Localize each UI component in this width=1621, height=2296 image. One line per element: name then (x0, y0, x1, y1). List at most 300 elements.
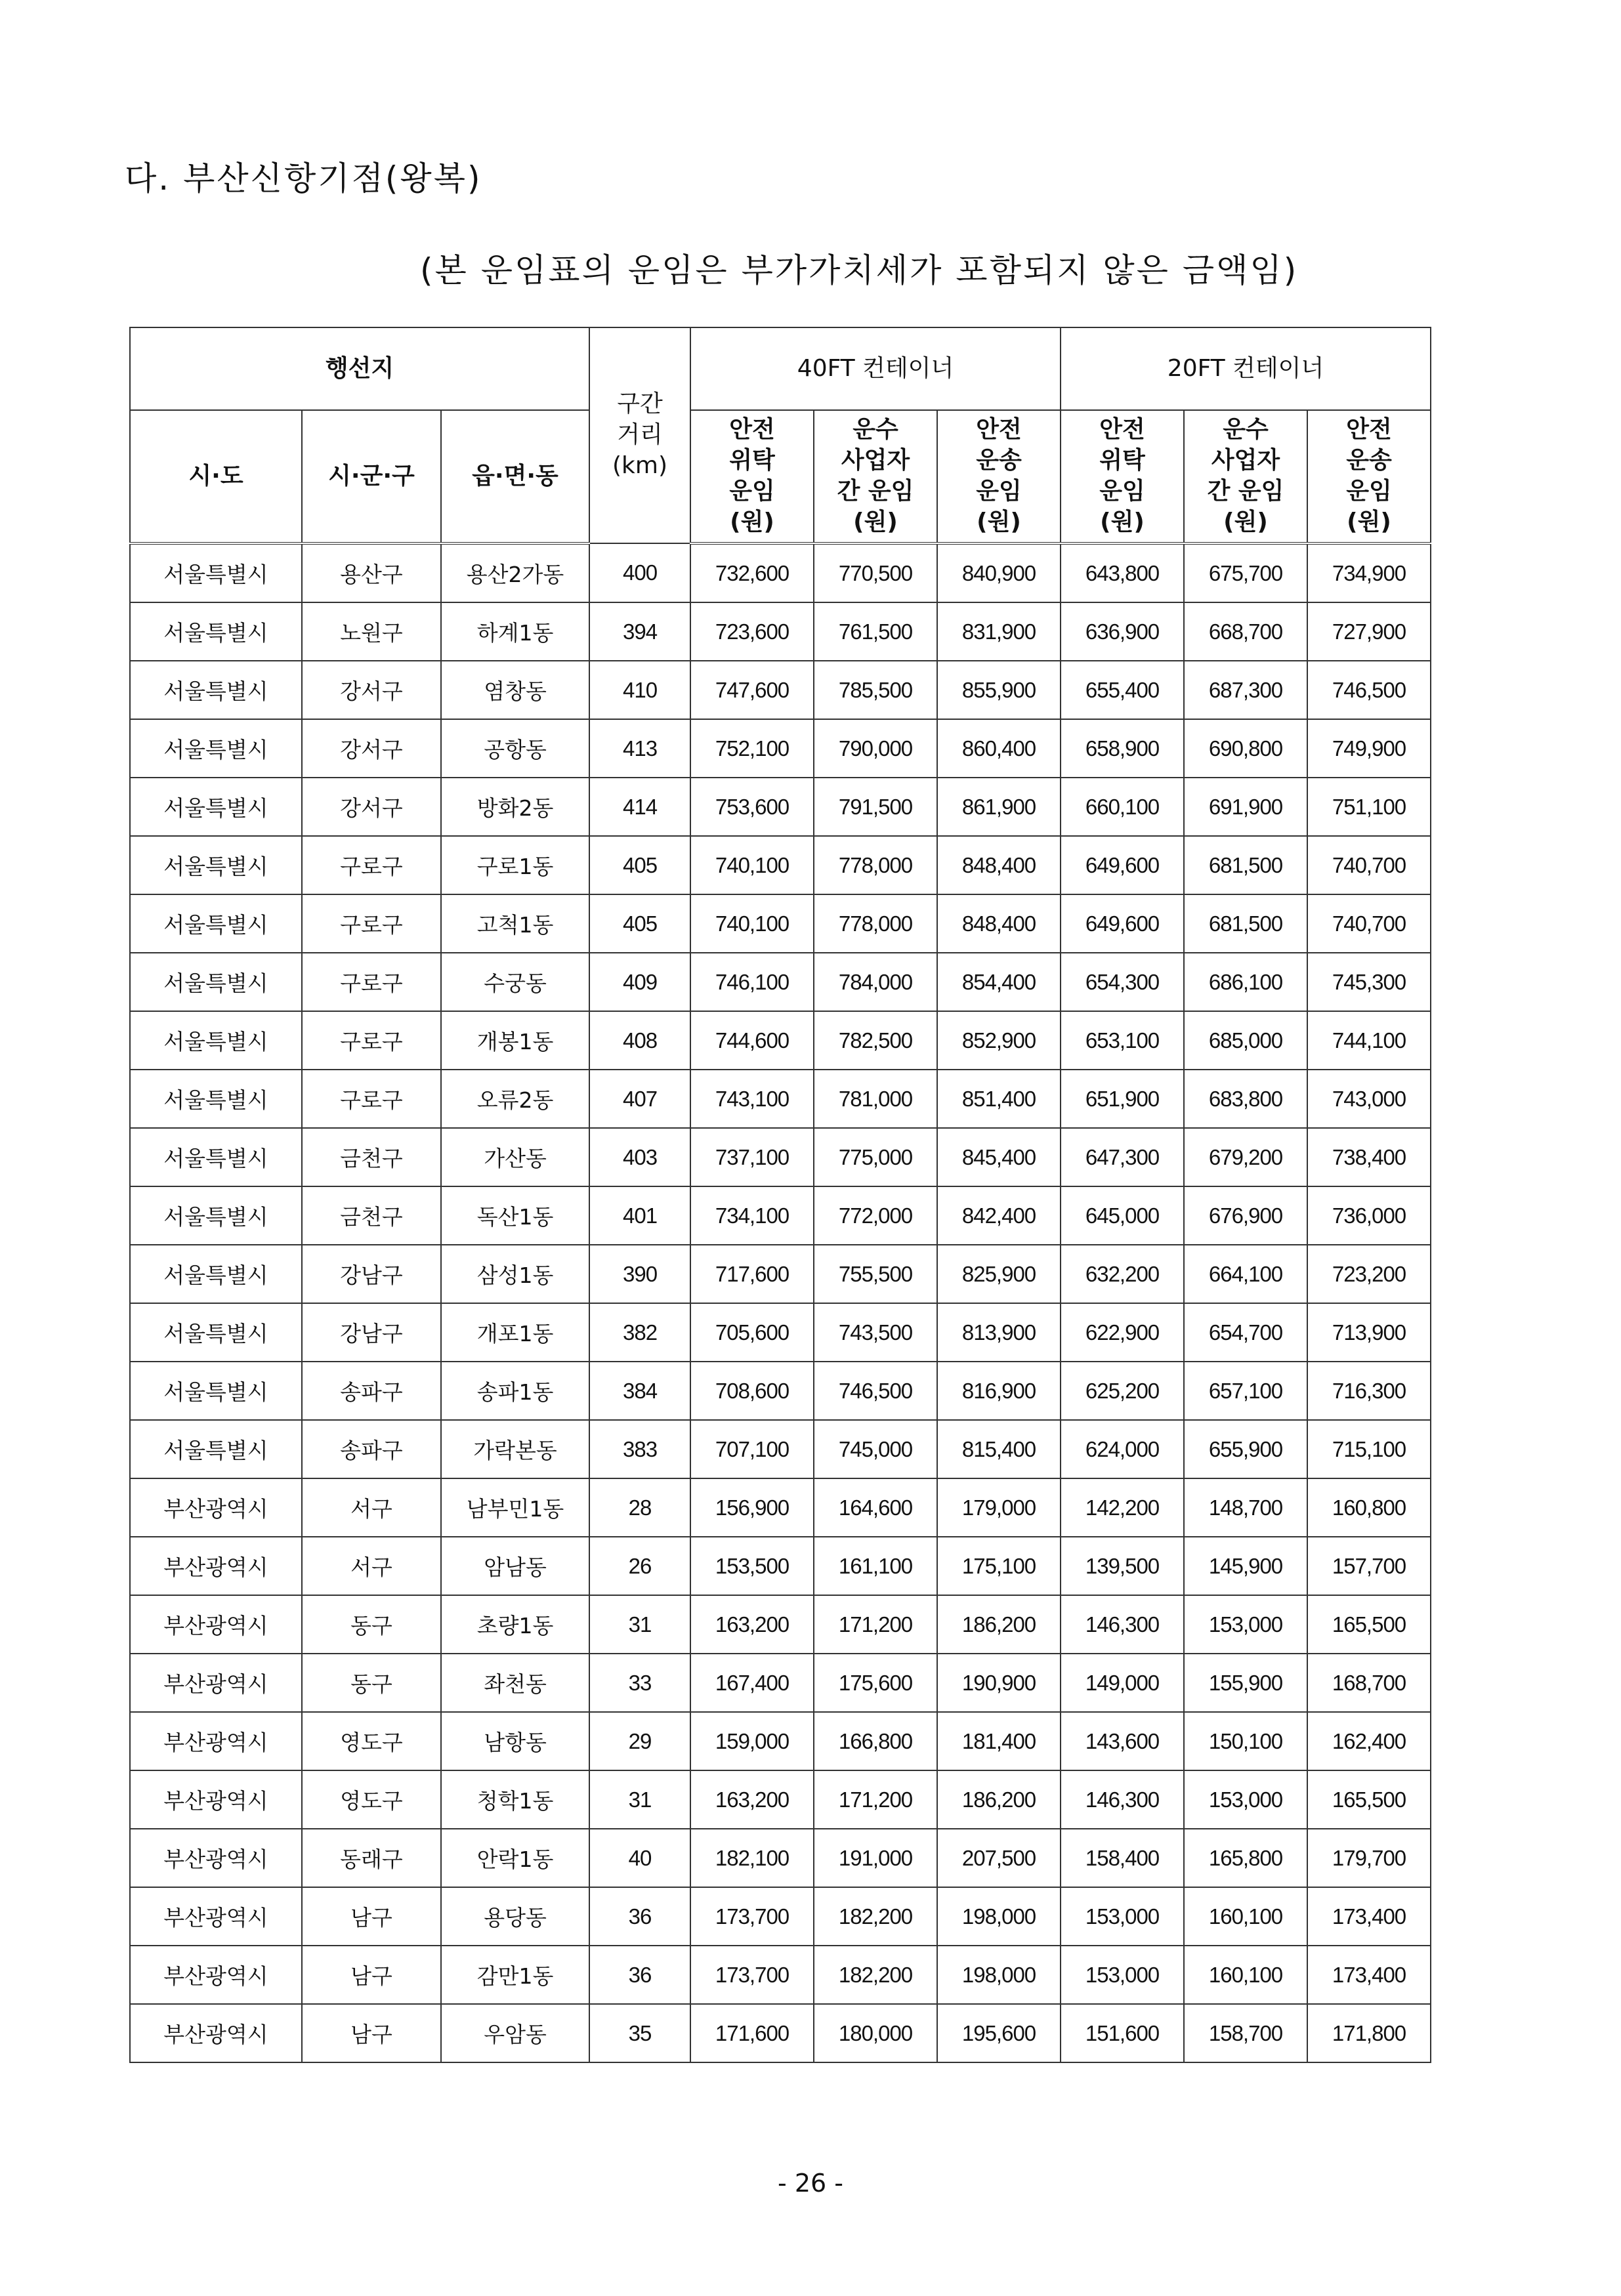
distance-cell: 31 (589, 1595, 690, 1654)
sido-cell: 서울특별시 (130, 1011, 302, 1070)
rate-40ft-safe-transport-cell: 207,500 (937, 1829, 1061, 1887)
rate-20ft-safe-transport-cell: 716,300 (1307, 1362, 1431, 1420)
rate-20ft-between-carriers-cell: 158,700 (1184, 2004, 1307, 2062)
rate-20ft-safe-transport-cell: 734,900 (1307, 543, 1431, 602)
rate-20ft-between-carriers-cell: 687,300 (1184, 661, 1307, 719)
rate-40ft-between-carriers-cell: 778,000 (814, 836, 937, 894)
rate-20ft-between-carriers-cell: 155,900 (1184, 1654, 1307, 1712)
sigungu-cell: 강서구 (302, 661, 441, 719)
rate-20ft-between-carriers-cell: 153,000 (1184, 1595, 1307, 1654)
eupmyeondong-cell: 염창동 (441, 661, 589, 719)
rate-20ft-safe-transport-cell: 740,700 (1307, 836, 1431, 894)
rate-20ft-between-carriers-cell: 160,100 (1184, 1887, 1307, 1946)
rate-40ft-between-carriers-cell: 761,500 (814, 602, 937, 661)
rate-40ft-safe-transport-cell: 845,400 (937, 1128, 1061, 1186)
rate-20ft-safe-consign-cell: 643,800 (1061, 543, 1184, 602)
sigungu-cell: 구로구 (302, 894, 441, 953)
rate-40ft-between-carriers-cell: 161,100 (814, 1537, 937, 1595)
table-row (130, 1829, 1431, 1887)
sido-cell: 부산광역시 (130, 1712, 302, 1770)
sigungu-cell: 구로구 (302, 1070, 441, 1128)
rate-20ft-between-carriers-cell: 676,900 (1184, 1186, 1307, 1245)
table-row (130, 1303, 1431, 1362)
distance-cell: 408 (589, 1011, 690, 1070)
rate-40ft-between-carriers-cell: 182,200 (814, 1887, 937, 1946)
distance-cell: 414 (589, 778, 690, 836)
rate-40ft-between-carriers-cell: 745,000 (814, 1420, 937, 1478)
header-sido: 시·도 (130, 410, 302, 543)
eupmyeondong-cell: 공항동 (441, 719, 589, 778)
table-row (130, 1245, 1431, 1303)
distance-cell: 410 (589, 661, 690, 719)
distance-cell: 394 (589, 602, 690, 661)
rate-40ft-between-carriers-cell: 791,500 (814, 778, 937, 836)
eupmyeondong-cell: 하계1동 (441, 602, 589, 661)
eupmyeondong-cell: 오류2동 (441, 1070, 589, 1128)
rate-40ft-safe-transport-cell: 175,100 (937, 1537, 1061, 1595)
rate-40ft-safe-transport-cell: 860,400 (937, 719, 1061, 778)
distance-cell: 405 (589, 894, 690, 953)
rate-40ft-between-carriers-cell: 164,600 (814, 1478, 937, 1537)
rate-40ft-safe-transport-cell: 816,900 (937, 1362, 1061, 1420)
table-row (130, 1712, 1431, 1770)
rate-20ft-safe-consign-cell: 632,200 (1061, 1245, 1184, 1303)
header-20ft-between-carriers-rate: 운수 사업자 간 운임 (원) (1184, 410, 1307, 543)
rate-20ft-safe-consign-cell: 660,100 (1061, 778, 1184, 836)
header-distance: 구간 거리 (km) (589, 327, 690, 543)
rate-20ft-between-carriers-cell: 668,700 (1184, 602, 1307, 661)
rate-40ft-safe-consign-cell: 740,100 (690, 894, 814, 953)
rate-40ft-safe-consign-cell: 159,000 (690, 1712, 814, 1770)
rate-20ft-safe-consign-cell: 151,600 (1061, 2004, 1184, 2062)
sigungu-cell: 강서구 (302, 778, 441, 836)
sigungu-cell: 남구 (302, 1887, 441, 1946)
header-eupmyeondong: 읍·면·동 (441, 410, 589, 543)
rate-20ft-between-carriers-cell: 683,800 (1184, 1070, 1307, 1128)
sigungu-cell: 금천구 (302, 1128, 441, 1186)
rate-40ft-between-carriers-cell: 755,500 (814, 1245, 937, 1303)
rate-20ft-safe-consign-cell: 146,300 (1061, 1770, 1184, 1829)
rate-40ft-between-carriers-cell: 772,000 (814, 1186, 937, 1245)
rate-20ft-safe-transport-cell: 751,100 (1307, 778, 1431, 836)
table-row (130, 1128, 1431, 1186)
rate-20ft-between-carriers-cell: 685,000 (1184, 1011, 1307, 1070)
rate-40ft-between-carriers-cell: 743,500 (814, 1303, 937, 1362)
sido-cell: 서울특별시 (130, 1303, 302, 1362)
rate-20ft-safe-transport-cell: 743,000 (1307, 1070, 1431, 1128)
sigungu-cell: 서구 (302, 1478, 441, 1537)
rate-40ft-between-carriers-cell: 775,000 (814, 1128, 937, 1186)
table-row (130, 543, 1431, 602)
rate-20ft-safe-transport-cell: 740,700 (1307, 894, 1431, 953)
sido-cell: 부산광역시 (130, 1654, 302, 1712)
rate-40ft-safe-transport-cell: 848,400 (937, 894, 1061, 953)
rate-20ft-safe-transport-cell: 749,900 (1307, 719, 1431, 778)
table-row (130, 1654, 1431, 1712)
rate-40ft-safe-transport-cell: 848,400 (937, 836, 1061, 894)
rate-40ft-safe-transport-cell: 861,900 (937, 778, 1061, 836)
rate-20ft-between-carriers-cell: 654,700 (1184, 1303, 1307, 1362)
distance-cell: 383 (589, 1420, 690, 1478)
rate-40ft-safe-consign-cell: 163,200 (690, 1770, 814, 1829)
rate-40ft-between-carriers-cell: 171,200 (814, 1595, 937, 1654)
rate-40ft-safe-consign-cell: 163,200 (690, 1595, 814, 1654)
rate-40ft-safe-transport-cell: 855,900 (937, 661, 1061, 719)
eupmyeondong-cell: 삼성1동 (441, 1245, 589, 1303)
sido-cell: 서울특별시 (130, 836, 302, 894)
rate-40ft-between-carriers-cell: 790,000 (814, 719, 937, 778)
distance-cell: 40 (589, 1829, 690, 1887)
distance-cell: 26 (589, 1537, 690, 1595)
rate-20ft-safe-consign-cell: 645,000 (1061, 1186, 1184, 1245)
rate-20ft-safe-transport-cell: 713,900 (1307, 1303, 1431, 1362)
sido-cell: 서울특별시 (130, 778, 302, 836)
rate-20ft-safe-transport-cell: 736,000 (1307, 1186, 1431, 1245)
sido-cell: 서울특별시 (130, 953, 302, 1011)
rate-40ft-safe-consign-cell: 737,100 (690, 1128, 814, 1186)
header-40ft-safe-consign-rate: 안전 위탁 운임 (원) (690, 410, 814, 543)
rate-20ft-between-carriers-cell: 690,800 (1184, 719, 1307, 778)
rate-40ft-safe-consign-cell: 171,600 (690, 2004, 814, 2062)
rate-40ft-safe-consign-cell: 744,600 (690, 1011, 814, 1070)
eupmyeondong-cell: 가산동 (441, 1128, 589, 1186)
sido-cell: 서울특별시 (130, 543, 302, 602)
sigungu-cell: 용산구 (302, 543, 441, 602)
rate-40ft-safe-consign-cell: 723,600 (690, 602, 814, 661)
rate-20ft-between-carriers-cell: 160,100 (1184, 1946, 1307, 2004)
rate-20ft-safe-consign-cell: 655,400 (1061, 661, 1184, 719)
rate-20ft-between-carriers-cell: 145,900 (1184, 1537, 1307, 1595)
rate-40ft-between-carriers-cell: 782,500 (814, 1011, 937, 1070)
rate-40ft-safe-transport-cell: 186,200 (937, 1770, 1061, 1829)
rate-40ft-between-carriers-cell: 175,600 (814, 1654, 937, 1712)
eupmyeondong-cell: 좌천동 (441, 1654, 589, 1712)
table-row (130, 602, 1431, 661)
header-40ft-container: 40FT 컨테이너 (690, 327, 1061, 410)
rate-40ft-safe-consign-cell: 708,600 (690, 1362, 814, 1420)
eupmyeondong-cell: 용당동 (441, 1887, 589, 1946)
sido-cell: 서울특별시 (130, 894, 302, 953)
distance-cell: 390 (589, 1245, 690, 1303)
distance-cell: 384 (589, 1362, 690, 1420)
distance-cell: 400 (589, 543, 690, 602)
rate-40ft-between-carriers-cell: 171,200 (814, 1770, 937, 1829)
eupmyeondong-cell: 암남동 (441, 1537, 589, 1595)
sido-cell: 서울특별시 (130, 602, 302, 661)
sigungu-cell: 강남구 (302, 1245, 441, 1303)
distance-cell: 382 (589, 1303, 690, 1362)
rate-20ft-between-carriers-cell: 675,700 (1184, 543, 1307, 602)
rate-40ft-between-carriers-cell: 180,000 (814, 2004, 937, 2062)
rate-40ft-safe-consign-cell: 746,100 (690, 953, 814, 1011)
rate-20ft-safe-transport-cell: 173,400 (1307, 1946, 1431, 2004)
sido-cell: 서울특별시 (130, 1362, 302, 1420)
rate-20ft-between-carriers-cell: 148,700 (1184, 1478, 1307, 1537)
rate-rows (130, 543, 1431, 2062)
distance-cell: 29 (589, 1712, 690, 1770)
rate-20ft-safe-consign-cell: 653,100 (1061, 1011, 1184, 1070)
rate-20ft-safe-transport-cell: 173,400 (1307, 1887, 1431, 1946)
eupmyeondong-cell: 독산1동 (441, 1186, 589, 1245)
table-row (130, 661, 1431, 719)
rate-20ft-safe-transport-cell: 165,500 (1307, 1595, 1431, 1654)
rate-40ft-safe-consign-cell: 734,100 (690, 1186, 814, 1245)
eupmyeondong-cell: 방화2동 (441, 778, 589, 836)
header-40ft-between-carriers-rate: 운수 사업자 간 운임 (원) (814, 410, 937, 543)
rate-40ft-safe-consign-cell: 747,600 (690, 661, 814, 719)
rate-40ft-safe-transport-cell: 825,900 (937, 1245, 1061, 1303)
table-row (130, 1070, 1431, 1128)
rate-40ft-safe-consign-cell: 743,100 (690, 1070, 814, 1128)
sigungu-cell: 구로구 (302, 1011, 441, 1070)
rate-40ft-safe-transport-cell: 181,400 (937, 1712, 1061, 1770)
sido-cell: 부산광역시 (130, 1829, 302, 1887)
sigungu-cell: 서구 (302, 1537, 441, 1595)
rate-40ft-between-carriers-cell: 182,200 (814, 1946, 937, 2004)
eupmyeondong-cell: 청학1동 (441, 1770, 589, 1829)
rate-20ft-between-carriers-cell: 153,000 (1184, 1770, 1307, 1829)
rate-40ft-between-carriers-cell: 781,000 (814, 1070, 937, 1128)
sigungu-cell: 구로구 (302, 836, 441, 894)
eupmyeondong-cell: 안락1동 (441, 1829, 589, 1887)
header-20ft-safe-transport-rate: 안전 운송 운임 (원) (1307, 410, 1431, 543)
sido-cell: 서울특별시 (130, 1070, 302, 1128)
rate-40ft-between-carriers-cell: 785,500 (814, 661, 937, 719)
rate-40ft-safe-consign-cell: 705,600 (690, 1303, 814, 1362)
rate-40ft-safe-transport-cell: 198,000 (937, 1946, 1061, 2004)
table-row (130, 1537, 1431, 1595)
rate-40ft-safe-transport-cell: 852,900 (937, 1011, 1061, 1070)
sido-cell: 서울특별시 (130, 1128, 302, 1186)
rate-20ft-safe-transport-cell: 171,800 (1307, 2004, 1431, 2062)
rate-20ft-safe-consign-cell: 146,300 (1061, 1595, 1184, 1654)
distance-cell: 409 (589, 953, 690, 1011)
table-row (130, 719, 1431, 778)
sido-cell: 부산광역시 (130, 1595, 302, 1654)
rate-40ft-safe-consign-cell: 707,100 (690, 1420, 814, 1478)
rate-40ft-safe-transport-cell: 179,000 (937, 1478, 1061, 1537)
sido-cell: 부산광역시 (130, 1537, 302, 1595)
rate-20ft-safe-transport-cell: 744,100 (1307, 1011, 1431, 1070)
eupmyeondong-cell: 송파1동 (441, 1362, 589, 1420)
table-row (130, 778, 1431, 836)
page-number: - 26 - (778, 2169, 843, 2198)
rate-20ft-safe-consign-cell: 625,200 (1061, 1362, 1184, 1420)
rate-20ft-safe-consign-cell: 139,500 (1061, 1537, 1184, 1595)
rate-40ft-between-carriers-cell: 784,000 (814, 953, 937, 1011)
rate-20ft-safe-transport-cell: 738,400 (1307, 1128, 1431, 1186)
rate-20ft-safe-transport-cell: 715,100 (1307, 1420, 1431, 1478)
sigungu-cell: 금천구 (302, 1186, 441, 1245)
rate-40ft-safe-transport-cell: 190,900 (937, 1654, 1061, 1712)
rate-40ft-safe-transport-cell: 851,400 (937, 1070, 1061, 1128)
rate-40ft-safe-consign-cell: 717,600 (690, 1245, 814, 1303)
distance-cell: 31 (589, 1770, 690, 1829)
rate-40ft-safe-consign-cell: 173,700 (690, 1946, 814, 2004)
rate-20ft-safe-consign-cell: 142,200 (1061, 1478, 1184, 1537)
rate-40ft-safe-consign-cell: 167,400 (690, 1654, 814, 1712)
sigungu-cell: 동래구 (302, 1829, 441, 1887)
table-row (130, 1420, 1431, 1478)
rate-40ft-safe-transport-cell: 831,900 (937, 602, 1061, 661)
distance-cell: 28 (589, 1478, 690, 1537)
sido-cell: 서울특별시 (130, 1245, 302, 1303)
eupmyeondong-cell: 가락본동 (441, 1420, 589, 1478)
distance-cell: 401 (589, 1186, 690, 1245)
rate-20ft-safe-consign-cell: 153,000 (1061, 1887, 1184, 1946)
sido-cell: 서울특별시 (130, 661, 302, 719)
freight-rate-table (129, 327, 1431, 2063)
rate-40ft-safe-consign-cell: 153,500 (690, 1537, 814, 1595)
rate-40ft-safe-transport-cell: 195,600 (937, 2004, 1061, 2062)
table-row (130, 953, 1431, 1011)
rate-40ft-between-carriers-cell: 191,000 (814, 1829, 937, 1887)
eupmyeondong-cell: 개봉1동 (441, 1011, 589, 1070)
rate-20ft-between-carriers-cell: 150,100 (1184, 1712, 1307, 1770)
distance-cell: 407 (589, 1070, 690, 1128)
eupmyeondong-cell: 감만1동 (441, 1946, 589, 2004)
sido-cell: 서울특별시 (130, 719, 302, 778)
eupmyeondong-cell: 구로1동 (441, 836, 589, 894)
header-40ft-safe-transport-rate: 안전 운송 운임 (원) (937, 410, 1061, 543)
rate-20ft-safe-transport-cell: 160,800 (1307, 1478, 1431, 1537)
rate-20ft-between-carriers-cell: 686,100 (1184, 953, 1307, 1011)
rate-40ft-between-carriers-cell: 770,500 (814, 543, 937, 602)
table-row (130, 1362, 1431, 1420)
eupmyeondong-cell: 남부민1동 (441, 1478, 589, 1537)
header-destination: 행선지 (130, 327, 589, 410)
table-row (130, 1770, 1431, 1829)
rate-20ft-between-carriers-cell: 681,500 (1184, 836, 1307, 894)
eupmyeondong-cell: 초량1동 (441, 1595, 589, 1654)
sigungu-cell: 남구 (302, 1946, 441, 2004)
distance-cell: 33 (589, 1654, 690, 1712)
rate-20ft-safe-transport-cell: 157,700 (1307, 1537, 1431, 1595)
rate-40ft-safe-consign-cell: 732,600 (690, 543, 814, 602)
sido-cell: 서울특별시 (130, 1186, 302, 1245)
rate-20ft-between-carriers-cell: 165,800 (1184, 1829, 1307, 1887)
rate-20ft-safe-consign-cell: 624,000 (1061, 1420, 1184, 1478)
rate-20ft-safe-consign-cell: 649,600 (1061, 836, 1184, 894)
rate-20ft-between-carriers-cell: 691,900 (1184, 778, 1307, 836)
rate-20ft-safe-transport-cell: 165,500 (1307, 1770, 1431, 1829)
rate-20ft-safe-transport-cell: 727,900 (1307, 602, 1431, 661)
rate-20ft-safe-transport-cell: 723,200 (1307, 1245, 1431, 1303)
rate-40ft-between-carriers-cell: 166,800 (814, 1712, 937, 1770)
rate-20ft-safe-transport-cell: 179,700 (1307, 1829, 1431, 1887)
table-row (130, 1478, 1431, 1537)
rate-40ft-safe-consign-cell: 740,100 (690, 836, 814, 894)
sido-cell: 서울특별시 (130, 1420, 302, 1478)
sigungu-cell: 송파구 (302, 1420, 441, 1478)
rate-20ft-safe-consign-cell: 636,900 (1061, 602, 1184, 661)
rate-20ft-safe-transport-cell: 162,400 (1307, 1712, 1431, 1770)
sido-cell: 부산광역시 (130, 1770, 302, 1829)
rate-40ft-safe-transport-cell: 842,400 (937, 1186, 1061, 1245)
rate-40ft-between-carriers-cell: 778,000 (814, 894, 937, 953)
rate-40ft-safe-transport-cell: 815,400 (937, 1420, 1061, 1478)
eupmyeondong-cell: 고척1동 (441, 894, 589, 953)
sido-cell: 부산광역시 (130, 1946, 302, 2004)
sigungu-cell: 영도구 (302, 1712, 441, 1770)
rate-40ft-safe-transport-cell: 813,900 (937, 1303, 1061, 1362)
rate-20ft-safe-transport-cell: 746,500 (1307, 661, 1431, 719)
sigungu-cell: 구로구 (302, 953, 441, 1011)
rate-20ft-safe-consign-cell: 647,300 (1061, 1128, 1184, 1186)
section-title: 다. 부산신항기점(왕복) (125, 159, 482, 198)
rate-40ft-between-carriers-cell: 746,500 (814, 1362, 937, 1420)
sido-cell: 부산광역시 (130, 1887, 302, 1946)
vat-note: (본 운임표의 운임은 부가가치세가 포함되지 않은 금액임) (420, 251, 1299, 289)
rate-20ft-safe-consign-cell: 658,900 (1061, 719, 1184, 778)
rate-40ft-safe-transport-cell: 186,200 (937, 1595, 1061, 1654)
sigungu-cell: 강서구 (302, 719, 441, 778)
rate-40ft-safe-consign-cell: 753,600 (690, 778, 814, 836)
rate-40ft-safe-transport-cell: 840,900 (937, 543, 1061, 602)
rate-20ft-safe-consign-cell: 153,000 (1061, 1946, 1184, 2004)
distance-cell: 35 (589, 2004, 690, 2062)
rate-20ft-safe-consign-cell: 649,600 (1061, 894, 1184, 953)
rate-40ft-safe-consign-cell: 182,100 (690, 1829, 814, 1887)
rate-20ft-between-carriers-cell: 679,200 (1184, 1128, 1307, 1186)
table-row (130, 1186, 1431, 1245)
header-sigungu: 시·군·구 (302, 410, 441, 543)
sido-cell: 부산광역시 (130, 1478, 302, 1537)
sigungu-cell: 노원구 (302, 602, 441, 661)
rate-20ft-between-carriers-cell: 664,100 (1184, 1245, 1307, 1303)
sigungu-cell: 강남구 (302, 1303, 441, 1362)
table-row (130, 2004, 1431, 2062)
table-row (130, 1946, 1431, 2004)
rate-40ft-safe-consign-cell: 156,900 (690, 1478, 814, 1537)
eupmyeondong-cell: 개포1동 (441, 1303, 589, 1362)
rate-20ft-between-carriers-cell: 655,900 (1184, 1420, 1307, 1478)
header-20ft-safe-consign-rate: 안전 위탁 운임 (원) (1061, 410, 1184, 543)
table-row (130, 836, 1431, 894)
table-row (130, 1595, 1431, 1654)
table-row (130, 1011, 1431, 1070)
rate-20ft-safe-consign-cell: 149,000 (1061, 1654, 1184, 1712)
rate-20ft-between-carriers-cell: 657,100 (1184, 1362, 1307, 1420)
distance-cell: 413 (589, 719, 690, 778)
rate-20ft-safe-consign-cell: 143,600 (1061, 1712, 1184, 1770)
sido-cell: 부산광역시 (130, 2004, 302, 2062)
sigungu-cell: 동구 (302, 1654, 441, 1712)
sigungu-cell: 영도구 (302, 1770, 441, 1829)
eupmyeondong-cell: 남항동 (441, 1712, 589, 1770)
rate-20ft-safe-consign-cell: 622,900 (1061, 1303, 1184, 1362)
table-row (130, 894, 1431, 953)
rate-40ft-safe-consign-cell: 752,100 (690, 719, 814, 778)
rate-20ft-safe-consign-cell: 651,900 (1061, 1070, 1184, 1128)
sigungu-cell: 남구 (302, 2004, 441, 2062)
rate-20ft-safe-transport-cell: 745,300 (1307, 953, 1431, 1011)
rate-40ft-safe-transport-cell: 854,400 (937, 953, 1061, 1011)
distance-cell: 36 (589, 1887, 690, 1946)
rate-20ft-between-carriers-cell: 681,500 (1184, 894, 1307, 953)
eupmyeondong-cell: 우암동 (441, 2004, 589, 2062)
rate-20ft-safe-consign-cell: 158,400 (1061, 1829, 1184, 1887)
rate-20ft-safe-transport-cell: 168,700 (1307, 1654, 1431, 1712)
rate-20ft-safe-consign-cell: 654,300 (1061, 953, 1184, 1011)
distance-cell: 403 (589, 1128, 690, 1186)
sigungu-cell: 송파구 (302, 1362, 441, 1420)
distance-cell: 36 (589, 1946, 690, 2004)
table-row (130, 1887, 1431, 1946)
distance-cell: 405 (589, 836, 690, 894)
rate-40ft-safe-consign-cell: 173,700 (690, 1887, 814, 1946)
header-20ft-container: 20FT 컨테이너 (1061, 327, 1431, 410)
